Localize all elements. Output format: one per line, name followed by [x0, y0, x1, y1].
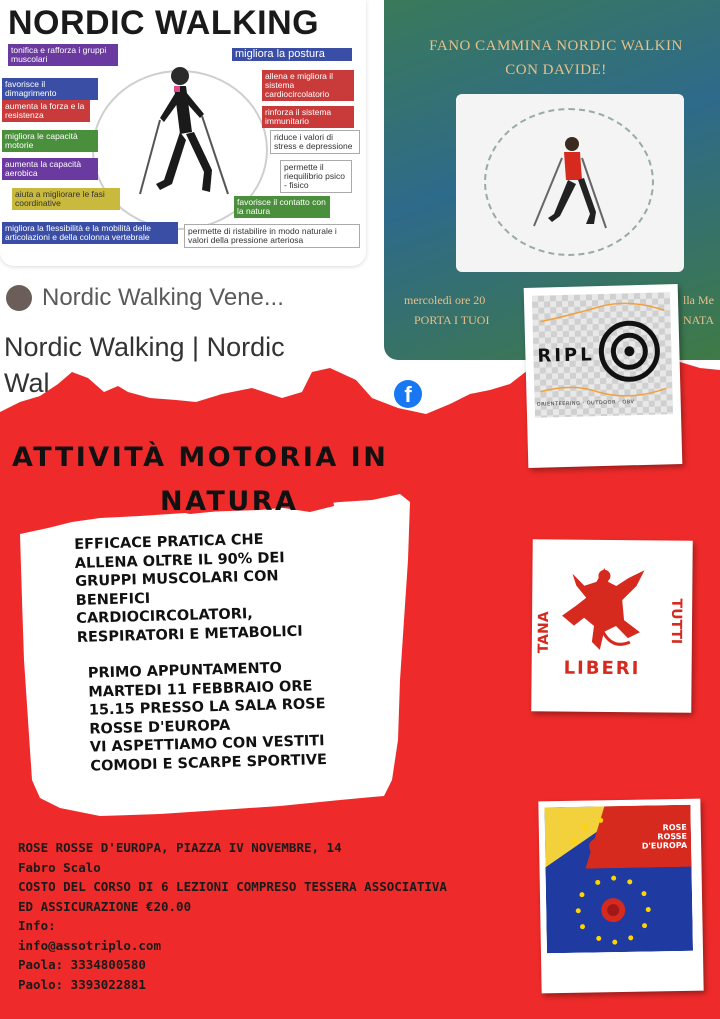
- appointment-line: MARTEDI 11 FEBBRAIO ORE: [88, 677, 313, 701]
- tag-natura: favorisce il contatto con la natura: [234, 196, 330, 218]
- tag-tonifica: tonifica e rafforza i gruppi muscolari: [8, 44, 118, 66]
- tana-word-mid: LIBERI: [563, 657, 641, 680]
- rose-line3: D'EUROPA: [641, 840, 688, 851]
- tag-pressione: permette di ristabilire in modo naturale i valori della pressione arteriosa: [184, 224, 360, 248]
- course-cost-cont: ED ASSICURAZIONE €20.00: [18, 898, 192, 914]
- rose-text: [641, 823, 687, 851]
- description-line: RESPIRATORI E METABOLICI: [76, 623, 303, 646]
- fano-location: lla Me: [683, 293, 714, 307]
- triplo-subtitle: ORIENTEERING · OUTDOOR · OBV: [536, 399, 635, 408]
- facebook-icon[interactable]: f: [394, 380, 422, 408]
- tag-flessibilita: migliora la flessibilità e la mobilità delle articolazioni e della colonna vertebrale: [2, 222, 178, 244]
- poster-heading: [12, 436, 492, 524]
- contact-paola[interactable]: Paola: 3334800580: [18, 957, 146, 972]
- poster-description: [74, 527, 401, 794]
- tag-coordinative: aiuta a migliorare le fasi coordinative: [12, 188, 120, 210]
- description-line: GRUPPI MUSCOLARI CON: [75, 568, 279, 590]
- polaroid-tana-liberi-tutti: [531, 539, 692, 712]
- description-block: [74, 527, 397, 647]
- triplo-letters: RIPL: [537, 344, 595, 367]
- result-headline-cont[interactable]: Wal: [4, 368, 50, 398]
- appointment-line: 15.15 PRESSO LA SALA ROSE: [88, 696, 326, 719]
- venue-town: Fabro Scalo: [18, 859, 101, 875]
- appointment-line: VI ASPETTIAMO CON VESTITI: [89, 733, 325, 756]
- tag-immunitario: rinforza il sistema immunitario: [262, 106, 354, 128]
- info-email[interactable]: info@assotriplo.com: [18, 937, 161, 953]
- appointment-line: ROSSE D'EUROPA: [89, 717, 231, 738]
- description-line: CARDIOCIRCOLATORI,: [76, 606, 254, 627]
- fano-schedule: mercoledì ore 20: [404, 293, 486, 307]
- source-name: Nordic Walking Vene...: [42, 284, 284, 311]
- rose-rosse-logo: [544, 805, 693, 954]
- result-headline[interactable]: Nordic Walking | Nordic: [4, 332, 285, 362]
- fano-bring-b: NATA: [682, 313, 714, 327]
- venue-address: ROSE ROSSE D'EUROPA, PIAZZA IV NOVEMBRE, 14: [18, 840, 342, 855]
- heading-line2: NATURA: [160, 486, 299, 517]
- polaroid-triplo: [524, 284, 683, 468]
- appointment-block: [78, 656, 401, 776]
- fano-bring: PORTA I TUOI: [414, 313, 490, 327]
- appointment-line: PRIMO APPUNTAMENTO: [87, 660, 283, 682]
- infographic-title: NORDIC WALKING: [8, 4, 320, 42]
- course-cost: COSTO DEL CORSO DI 6 LEZIONI COMPRESO TESSERA ASSOCIATIVA: [18, 879, 447, 894]
- rose-line2: ROSSE: [657, 831, 688, 842]
- description-line: ALLENA OLTRE IL 90% DEI: [74, 549, 285, 572]
- description-line: BENEFICI: [75, 590, 151, 609]
- tag-dimagrimento: favorisce il dimagrimento: [2, 78, 98, 100]
- tag-riequilibrio: permette il riequilibrio psico - fisico: [280, 160, 352, 193]
- tag-stress: riduce i valori di stress e depressione: [270, 130, 360, 154]
- tag-capacita-aerobica: aumenta la capacità aerobica: [2, 158, 98, 180]
- contact-paolo[interactable]: Paolo: 3393022881: [18, 976, 146, 992]
- tag-cardiocircolatorio: allena e migliora il sistema cardiocircolatorio: [262, 70, 354, 101]
- triplo-logo: [532, 292, 673, 418]
- polaroid-rose-rosse: [538, 799, 703, 994]
- appointment-line: COMODI E SCARPE SPORTIVE: [90, 751, 328, 775]
- poster-footer-info: [18, 838, 558, 994]
- tana-word-right: TUTTI: [667, 598, 685, 645]
- description-line: EFFICACE PRATICA CHE: [74, 531, 264, 553]
- fano-title-line2: CON DAVIDE!: [505, 62, 607, 78]
- tag-capacita-motorie: migliora le capacità motorie: [2, 130, 98, 152]
- tag-forza: aumenta la forza e la resistenza: [2, 100, 90, 122]
- heading-line1: ATTIVITÀ MOTORIA IN: [12, 442, 389, 473]
- info-label: Info:: [18, 918, 56, 933]
- tag-postura: migliora la postura: [232, 48, 352, 61]
- rose-line1: ROSE: [662, 822, 687, 833]
- tana-word-left: TANA: [535, 611, 553, 654]
- fano-title-line1: FANO CAMMINA NORDIC WALKIN: [429, 38, 683, 54]
